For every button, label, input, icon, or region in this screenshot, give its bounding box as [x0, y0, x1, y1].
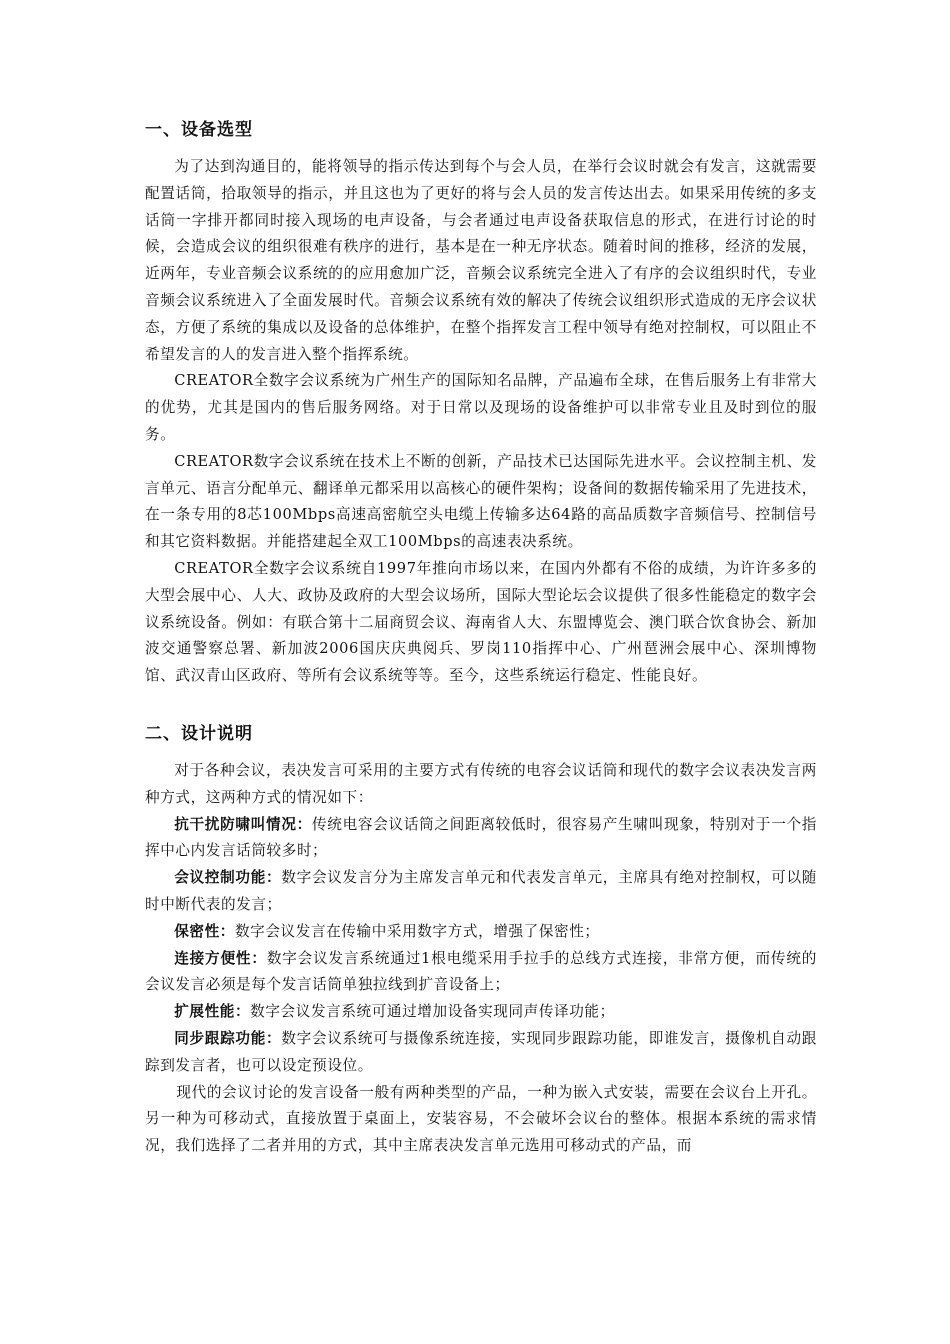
feature-label: 会议控制功能：	[174, 869, 282, 887]
feature-label: 连接方便性：	[174, 949, 267, 967]
paragraph: CREATOR全数字会议系统自1997年推向市场以来，在国内外都有不俗的成绩，为许许多多的大型会展中心、人大、政协及政府的大型会议场所，国际大型论坛会议提供了很多性能稳定的数字会议系统设备。例如：有联合第十二届商贸会议、海南省人大、东盟博览会、澳门联合饮食协会、新加波交通警察总署、新加波2006国庆庆典阅兵、罗岗110指挥中心、广州琶洲会展中心、深圳博物馆、武汉青山区政府、等所有会议系统等等。至今，这些系统运行稳定、性能良好。	[145, 559, 817, 685]
feature-item	[145, 999, 817, 1026]
paragraph: 对于各种会议，表决发言可采用的主要方式有传统的电容会议话筒和现代的数字会议表决发言两种方式，这两种方式的情况如下：	[145, 761, 817, 806]
feature-text: 数字会议发言分为主席发言单元和代表发言单元，主席具有绝对控制权，可以随时中断代表的发言；	[145, 869, 817, 913]
feature-item	[145, 946, 817, 1000]
paragraph: CREATOR数字会议系统在技术上不断的创新，产品技术已达国际先进水平。会议控制主机、发言单元、语言分配单元、翻译单元都采用以高核心的硬件架构；设备间的数据传输采用了先进技术，在一条专用的8芯100Mbps高速高密航空头电缆上传输多达64路的高品质数字音频信号、控制信号和其它资料数据。并能搭建起全双工100Mbps的高速表决系统。	[145, 452, 817, 551]
feature-text: 数字会议发言系统可通过增加设备实现同声传译功能；	[250, 1003, 615, 1021]
feature-text: 数字会议系统可与摄像系统连接，实现同步跟踪功能，即谁发言，摄像机自动跟踪到发言者，也可以设定预设位。	[145, 1029, 817, 1074]
feature-label: 同步跟踪功能：	[174, 1029, 282, 1047]
feature-text: 数字会议发言在传输中采用数字方式，增强了保密性；	[234, 922, 600, 940]
section-heading-equipment-selection: 一、设备选型	[145, 120, 253, 140]
feature-item	[145, 865, 817, 919]
paragraph: 现代的会议讨论的发言设备一般有两种类型的产品，一种为嵌入式安装，需要在会议台上开孔。另一种为可移动式，直接放置于桌面上，安装容易，不会破坏会议台的整体。根据本系统的需求情况，我们选择了二者并用的方式，其中主席表决发言单元选用可移动式的产品，而	[145, 1083, 817, 1155]
paragraph: 为了达到沟通目的，能将领导的指示传达到每个与会人员，在举行会议时就会有发言，这就需要配置话筒，拾取领导的指示，并且这也为了更好的将与会人员的发言传达出去。如果采用传统的多支话筒一字排开都同时接入现场的电声设备，与会者通过电声设备获取信息的形式，在进行讨论的时候，会造成会议的组织很难有秩序的进行，基本是在一种无序状态。随着时间的推移，经济的发展，近两年，专业音频会议系统的的应用愈加广泛，音频会议系统完全进入了有序的会议组织时代，专业音频会议系统进入了全面发展时代。音频会议系统有效的解决了传统会议组织形式造成的无序会议状态，方便了系统的集成以及设备的总体维护，在整个指挥发言工程中领导有绝对控制权，可以阻止不希望发言的人的发言进入整个指挥系统。	[145, 158, 817, 363]
feature-label: 扩展性能：	[174, 1003, 251, 1021]
paragraph: CREATOR全数字会议系统为广州生产的国际知名品牌，产品遍布全球，在售后服务上有非常大的优势，尤其是国内的售后服务网络。对于日常以及现场的设备维护可以非常专业且及时到位的服务。	[145, 372, 817, 443]
section-heading-design-notes: 二、设计说明	[145, 723, 253, 744]
feature-label: 抗干扰防啸叫情况：	[174, 815, 312, 833]
document-body	[145, 112, 817, 1160]
feature-item	[145, 919, 817, 946]
feature-text: 传统电容会议话筒之间距离较低时，很容易产生啸叫现象，特别对于一个指挥中心内发言话筒较多时；	[145, 815, 817, 860]
feature-text: 数字会议发言系统通过1根电缆采用手拉手的总线方式连接，非常方便，而传统的会议发言必须是每个发言话筒单独拉线到扩音设备上；	[145, 949, 817, 994]
feature-item	[145, 1026, 817, 1080]
feature-label: 保密性：	[174, 922, 235, 940]
feature-item	[145, 812, 817, 866]
